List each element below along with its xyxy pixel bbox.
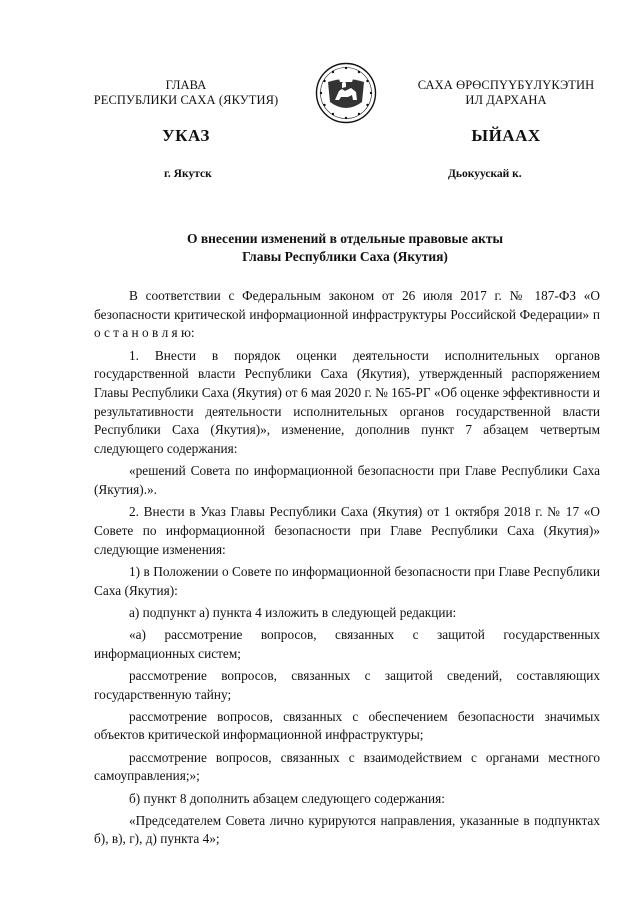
paragraph: б) пункт 8 дополнить абзацем следующего содержания: xyxy=(129,790,445,806)
paragraph: рассмотрение вопросов, связанных с обеспечением безопасности значимых объектов критической информационной инфраструктуры; xyxy=(94,708,600,743)
header-right xyxy=(400,78,612,108)
header-left-line2: РЕСПУБЛИКИ САХА (ЯКУТИЯ) xyxy=(93,93,279,107)
place-sakha: Дьокуускай к. xyxy=(448,168,522,180)
header-left-line1: ГЛАВА xyxy=(165,78,207,92)
doc-type-sakha: ЫЙААХ xyxy=(471,126,541,145)
document-title-line1: О внесении изменений в отдельные правовые акты xyxy=(186,231,504,246)
paragraph: «Председателем Совета лично курируются направления, указанные в подпунктах б), в), г), д) пункта 4»; xyxy=(94,812,600,847)
header-right-line1: САХА ӨРӨСПҮҮБҮЛҮКЭТИН xyxy=(417,78,595,92)
document-body xyxy=(94,287,600,849)
header-left xyxy=(80,78,292,108)
paragraph: 1. Внести в порядок оценки деятельности исполнительных органов государственной власти Республики Саха (Якутия), утвержденный распоряжением Главы Республики Саха (Якутия) от 6 мая 2020 г. № 165-РГ «Об оценке эффективности и результативности деятельности исполнительных органов государственной власти Республики Саха (Якутия)», изменение, дополнив пункт 7 абзацем четвертым следующего содержания: xyxy=(94,347,600,457)
doc-type-ru: УКАЗ xyxy=(162,126,210,145)
coat-of-arms-icon xyxy=(315,62,377,124)
paragraph: В соответствии с Федеральным законом от 26 июля 2017 г. № 187-ФЗ «О безопасности критической информационной инфраструктуры Российской Федерации» п о с т а н о в л я ю: xyxy=(94,288,600,341)
header-right-line2: ИЛ ДАРХАНА xyxy=(465,93,547,107)
paragraph: рассмотрение вопросов, связанных с защитой сведений, составляющих государственную тайну; xyxy=(94,667,600,702)
paragraph: «а) рассмотрение вопросов, связанных с защитой государственных информационных систем; xyxy=(94,626,600,661)
place-ru: г. Якутск xyxy=(164,168,212,180)
paragraph: 2. Внести в Указ Главы Республики Саха (Якутия) от 1 октября 2018 г. № 17 «О Совете по информационной безопасности при Главе Республики Саха (Якутия)» следующие изменения: xyxy=(94,504,600,557)
paragraph: а) подпункт а) пункта 4 изложить в следующей редакции: xyxy=(129,604,457,620)
paragraph: рассмотрение вопросов, связанных с взаимодействием с органами местного самоуправления;»; xyxy=(94,749,600,784)
paragraph: 1) в Положении о Совете по информационной безопасности при Главе Республики Саха (Якутия): xyxy=(94,563,600,598)
document-title xyxy=(80,230,610,266)
paragraph: «решений Совета по информационной безопасности при Главе Республики Саха (Якутия).». xyxy=(94,463,600,498)
document-title-line2: Главы Республики Саха (Якутия) xyxy=(242,249,448,264)
